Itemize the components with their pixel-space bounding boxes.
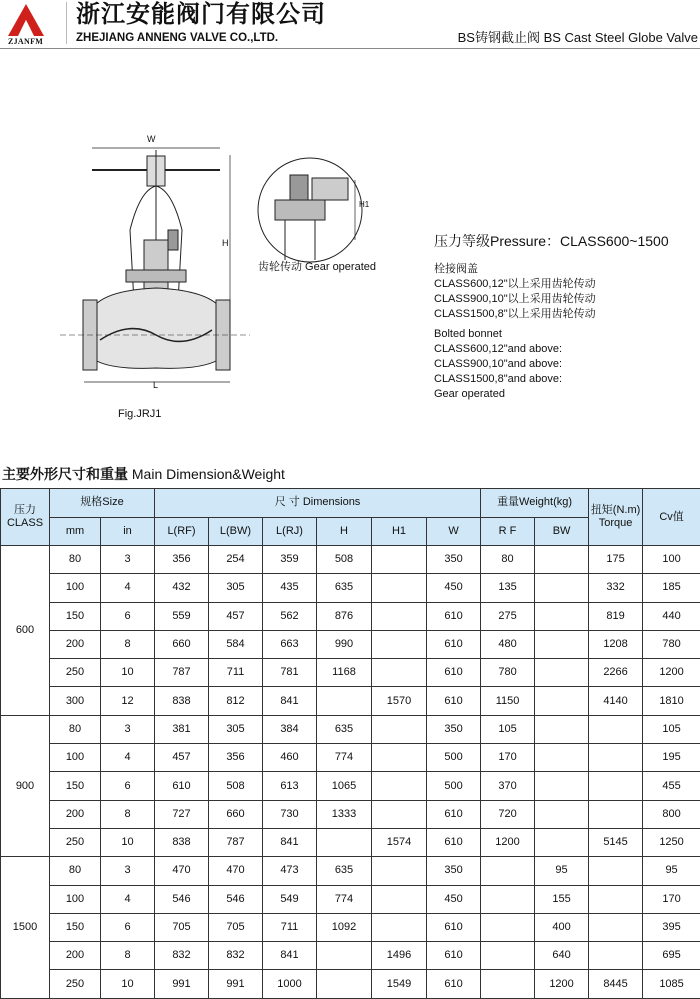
table-cell bbox=[372, 800, 427, 828]
table-cell bbox=[372, 602, 427, 630]
table-cell: 1092 bbox=[317, 913, 372, 941]
subheader-cell: W bbox=[427, 517, 481, 546]
table-cell: 80 bbox=[50, 715, 101, 743]
company-name-cn: 浙江安能阀门有限公司 bbox=[76, 1, 326, 28]
note-line: CLASS600,12"and above: bbox=[434, 342, 562, 357]
class-cell: 900 bbox=[1, 715, 50, 856]
table-cell: 432 bbox=[155, 574, 209, 602]
table-cell bbox=[372, 913, 427, 941]
table-cell: 350 bbox=[427, 546, 481, 574]
subheader-cell: L(RF) bbox=[155, 517, 209, 546]
dim-label-h: H bbox=[222, 238, 229, 248]
table-cell: 660 bbox=[209, 800, 263, 828]
table-cell: 774 bbox=[317, 744, 372, 772]
table-row bbox=[1, 942, 700, 970]
table-cell: 150 bbox=[50, 772, 101, 800]
table-cell: 350 bbox=[427, 857, 481, 885]
table-cell: 95 bbox=[535, 857, 589, 885]
table-cell: 155 bbox=[535, 885, 589, 913]
table-cell: 170 bbox=[481, 744, 535, 772]
table-cell bbox=[372, 857, 427, 885]
table-cell: 450 bbox=[427, 885, 481, 913]
table-cell: 610 bbox=[427, 800, 481, 828]
table-cell bbox=[372, 772, 427, 800]
header-weight: 重量Weight(kg) bbox=[481, 489, 589, 518]
table-cell: 1496 bbox=[372, 942, 427, 970]
table-cell: 10 bbox=[101, 828, 155, 856]
table-cell bbox=[535, 574, 589, 602]
table-cell bbox=[372, 885, 427, 913]
table-cell: 508 bbox=[209, 772, 263, 800]
note-line: CLASS1500,8"and above: bbox=[434, 372, 562, 387]
table-cell: 80 bbox=[50, 546, 101, 574]
table-cell: 990 bbox=[317, 630, 372, 658]
table-cell: 711 bbox=[263, 913, 317, 941]
header-dimensions: 尺 寸 Dimensions bbox=[155, 489, 481, 518]
notes-en bbox=[434, 327, 562, 402]
table-row bbox=[1, 913, 700, 941]
class-cell: 1500 bbox=[1, 857, 50, 998]
table-cell: 1200 bbox=[643, 659, 700, 687]
table-cell bbox=[372, 546, 427, 574]
table-cell bbox=[535, 715, 589, 743]
table-cell bbox=[589, 942, 643, 970]
subheader-cell: BW bbox=[535, 517, 589, 546]
table-cell: 100 bbox=[50, 885, 101, 913]
table-row bbox=[1, 800, 700, 828]
table-cell: 610 bbox=[427, 687, 481, 715]
table-row bbox=[1, 602, 700, 630]
table-cell: 695 bbox=[643, 942, 700, 970]
table-cell: 305 bbox=[209, 715, 263, 743]
table-row bbox=[1, 659, 700, 687]
header-separator bbox=[66, 2, 67, 44]
header-divider bbox=[0, 48, 700, 49]
table-cell: 780 bbox=[643, 630, 700, 658]
section-title-cn: 主要外形尺寸和重量 bbox=[2, 466, 128, 482]
dimension-table bbox=[0, 488, 700, 999]
table-cell: 1574 bbox=[372, 828, 427, 856]
section-title bbox=[2, 466, 285, 483]
table-cell: 150 bbox=[50, 913, 101, 941]
header-class: 压力 CLASS bbox=[1, 489, 50, 546]
note-line: CLASS900,10"以上采用齿轮传动 bbox=[434, 292, 596, 307]
table-cell: 254 bbox=[209, 546, 263, 574]
table-cell bbox=[481, 970, 535, 998]
subheader-cell: mm bbox=[50, 517, 101, 546]
table-cell bbox=[481, 857, 535, 885]
table-cell: 395 bbox=[643, 913, 700, 941]
table-cell bbox=[317, 828, 372, 856]
table-cell: 832 bbox=[155, 942, 209, 970]
table-cell: 1200 bbox=[481, 828, 535, 856]
table-cell: 195 bbox=[643, 744, 700, 772]
subheader-cell: H1 bbox=[372, 517, 427, 546]
header-size: 规格Size bbox=[50, 489, 155, 518]
table-cell: 450 bbox=[427, 574, 481, 602]
table-cell: 440 bbox=[643, 602, 700, 630]
table-cell: 787 bbox=[209, 828, 263, 856]
table-cell bbox=[317, 942, 372, 970]
table-cell bbox=[372, 630, 427, 658]
table-cell: 549 bbox=[263, 885, 317, 913]
table-cell: 841 bbox=[263, 687, 317, 715]
table-cell: 250 bbox=[50, 970, 101, 998]
table-cell: 610 bbox=[427, 659, 481, 687]
table-cell: 200 bbox=[50, 800, 101, 828]
table-cell: 727 bbox=[155, 800, 209, 828]
subheader-cell: in bbox=[101, 517, 155, 546]
table-cell: 457 bbox=[209, 602, 263, 630]
pressure-class: 压力等级Pressure：CLASS600~1500 bbox=[434, 233, 669, 249]
table-cell: 175 bbox=[589, 546, 643, 574]
product-title: BS铸钢截止阀 BS Cast Steel Globe Valve bbox=[458, 30, 698, 45]
table-cell: 5145 bbox=[589, 828, 643, 856]
table-cell: 480 bbox=[481, 630, 535, 658]
table-cell: 711 bbox=[209, 659, 263, 687]
table-cell bbox=[535, 630, 589, 658]
table-cell: 584 bbox=[209, 630, 263, 658]
table-cell: 1250 bbox=[643, 828, 700, 856]
table-cell: 250 bbox=[50, 828, 101, 856]
table-cell: 350 bbox=[427, 715, 481, 743]
table-cell: 1208 bbox=[589, 630, 643, 658]
table-cell: 635 bbox=[317, 857, 372, 885]
table-cell: 1549 bbox=[372, 970, 427, 998]
table-cell: 356 bbox=[155, 546, 209, 574]
table-cell: 381 bbox=[155, 715, 209, 743]
section-title-en: Main Dimension&Weight bbox=[128, 466, 285, 482]
table-row bbox=[1, 970, 700, 998]
table-cell: 610 bbox=[427, 602, 481, 630]
table-cell: 610 bbox=[155, 772, 209, 800]
table-cell: 819 bbox=[589, 602, 643, 630]
table-cell: 1333 bbox=[317, 800, 372, 828]
table-cell bbox=[317, 687, 372, 715]
table-cell: 705 bbox=[209, 913, 263, 941]
table-cell: 780 bbox=[481, 659, 535, 687]
table-cell: 200 bbox=[50, 630, 101, 658]
table-cell: 4 bbox=[101, 744, 155, 772]
table-cell bbox=[589, 772, 643, 800]
table-cell bbox=[535, 800, 589, 828]
table-cell: 3 bbox=[101, 715, 155, 743]
table-cell: 610 bbox=[427, 913, 481, 941]
table-cell: 150 bbox=[50, 602, 101, 630]
table-cell: 4 bbox=[101, 885, 155, 913]
table-row bbox=[1, 630, 700, 658]
table-cell: 774 bbox=[317, 885, 372, 913]
table-cell bbox=[535, 772, 589, 800]
table-cell: 1000 bbox=[263, 970, 317, 998]
table-body bbox=[1, 546, 700, 999]
table-cell: 460 bbox=[263, 744, 317, 772]
table-cell: 356 bbox=[209, 744, 263, 772]
dim-label-h1: H1 bbox=[359, 200, 369, 210]
table-cell: 991 bbox=[209, 970, 263, 998]
class-cell: 600 bbox=[1, 546, 50, 716]
header-torque: 扭矩(N.m) Torque bbox=[589, 489, 643, 546]
table-cell: 185 bbox=[643, 574, 700, 602]
table-cell: 100 bbox=[50, 744, 101, 772]
table-row bbox=[1, 744, 700, 772]
table-cell: 359 bbox=[263, 546, 317, 574]
notes-cn bbox=[434, 262, 596, 322]
table-row bbox=[1, 715, 700, 743]
table-cell bbox=[481, 942, 535, 970]
table-cell: 1200 bbox=[535, 970, 589, 998]
table-cell: 500 bbox=[427, 772, 481, 800]
table-cell: 546 bbox=[155, 885, 209, 913]
table-cell: 720 bbox=[481, 800, 535, 828]
table-cell: 610 bbox=[427, 828, 481, 856]
table-cell bbox=[589, 913, 643, 941]
table-cell: 832 bbox=[209, 942, 263, 970]
table-cell: 841 bbox=[263, 942, 317, 970]
table-cell: 991 bbox=[155, 970, 209, 998]
table-cell: 470 bbox=[155, 857, 209, 885]
table-cell: 8 bbox=[101, 800, 155, 828]
table-cell: 473 bbox=[263, 857, 317, 885]
table-cell bbox=[535, 687, 589, 715]
table-cell: 1150 bbox=[481, 687, 535, 715]
note-line: 栓接阀盖 bbox=[434, 262, 596, 277]
table-cell: 10 bbox=[101, 970, 155, 998]
note-line: CLASS600,12"以上采用齿轮传动 bbox=[434, 277, 596, 292]
table-cell: 562 bbox=[263, 602, 317, 630]
logo-text: ZJANFM bbox=[8, 37, 43, 46]
table-cell: 1085 bbox=[643, 970, 700, 998]
table-cell bbox=[589, 715, 643, 743]
table-cell: 8 bbox=[101, 630, 155, 658]
subheader-cell: H bbox=[317, 517, 372, 546]
table-cell bbox=[535, 744, 589, 772]
table-cell: 730 bbox=[263, 800, 317, 828]
table-cell: 435 bbox=[263, 574, 317, 602]
table-cell: 370 bbox=[481, 772, 535, 800]
table-cell: 275 bbox=[481, 602, 535, 630]
table-row bbox=[1, 546, 700, 574]
note-line: Bolted bonnet bbox=[434, 327, 562, 342]
table-row bbox=[1, 885, 700, 913]
subheader-cell: L(BW) bbox=[209, 517, 263, 546]
table-row bbox=[1, 828, 700, 856]
table-cell: 635 bbox=[317, 715, 372, 743]
table-cell: 500 bbox=[427, 744, 481, 772]
table-cell: 838 bbox=[155, 687, 209, 715]
table-cell: 841 bbox=[263, 828, 317, 856]
table-cell: 2266 bbox=[589, 659, 643, 687]
table-cell: 95 bbox=[643, 857, 700, 885]
table-cell: 455 bbox=[643, 772, 700, 800]
table-cell: 200 bbox=[50, 942, 101, 970]
table-cell: 300 bbox=[50, 687, 101, 715]
table-cell: 400 bbox=[535, 913, 589, 941]
table-cell: 660 bbox=[155, 630, 209, 658]
table-cell bbox=[535, 659, 589, 687]
table-cell: 640 bbox=[535, 942, 589, 970]
table-cell: 12 bbox=[101, 687, 155, 715]
table-cell: 305 bbox=[209, 574, 263, 602]
table-cell bbox=[535, 546, 589, 574]
table-cell: 135 bbox=[481, 574, 535, 602]
table-cell: 800 bbox=[643, 800, 700, 828]
subheader-cell: L(RJ) bbox=[263, 517, 317, 546]
table-cell bbox=[481, 913, 535, 941]
table-cell: 470 bbox=[209, 857, 263, 885]
table-cell: 705 bbox=[155, 913, 209, 941]
table-cell: 546 bbox=[209, 885, 263, 913]
subheader-cell: R F bbox=[481, 517, 535, 546]
table-cell: 80 bbox=[481, 546, 535, 574]
table-cell: 3 bbox=[101, 546, 155, 574]
table-cell: 559 bbox=[155, 602, 209, 630]
table-cell: 1065 bbox=[317, 772, 372, 800]
table-cell bbox=[589, 744, 643, 772]
table-cell: 105 bbox=[643, 715, 700, 743]
table-cell: 80 bbox=[50, 857, 101, 885]
table-cell: 3 bbox=[101, 857, 155, 885]
table-cell: 663 bbox=[263, 630, 317, 658]
dim-label-l: L bbox=[153, 380, 158, 390]
table-cell: 8 bbox=[101, 942, 155, 970]
company-name-en: ZHEJIANG ANNENG VALVE CO.,LTD. bbox=[76, 32, 278, 45]
note-line: Gear operated bbox=[434, 387, 562, 402]
table-cell: 4 bbox=[101, 574, 155, 602]
table-cell: 1810 bbox=[643, 687, 700, 715]
gear-caption: 齿轮传动 Gear operated bbox=[258, 261, 376, 274]
table-cell: 8445 bbox=[589, 970, 643, 998]
dim-label-w: W bbox=[147, 134, 156, 144]
table-cell bbox=[481, 885, 535, 913]
table-row bbox=[1, 574, 700, 602]
table-cell: 6 bbox=[101, 913, 155, 941]
header-cv: Cv值 bbox=[643, 489, 700, 546]
table-cell bbox=[535, 828, 589, 856]
table-cell: 6 bbox=[101, 602, 155, 630]
table-cell: 1570 bbox=[372, 687, 427, 715]
table-cell bbox=[372, 744, 427, 772]
note-line: CLASS900,10"and above: bbox=[434, 357, 562, 372]
table-cell bbox=[589, 800, 643, 828]
table-cell: 876 bbox=[317, 602, 372, 630]
table-row bbox=[1, 857, 700, 885]
table-cell bbox=[372, 574, 427, 602]
table-cell: 10 bbox=[101, 659, 155, 687]
table-cell: 170 bbox=[643, 885, 700, 913]
table-cell: 787 bbox=[155, 659, 209, 687]
table-cell: 4140 bbox=[589, 687, 643, 715]
table-cell: 610 bbox=[427, 942, 481, 970]
table-cell: 105 bbox=[481, 715, 535, 743]
figure-caption: Fig.JRJ1 bbox=[118, 408, 161, 421]
table-cell: 838 bbox=[155, 828, 209, 856]
table-cell bbox=[372, 715, 427, 743]
table-cell: 6 bbox=[101, 772, 155, 800]
table-cell: 635 bbox=[317, 574, 372, 602]
table-row bbox=[1, 687, 700, 715]
table-cell: 250 bbox=[50, 659, 101, 687]
table-cell: 100 bbox=[50, 574, 101, 602]
table-cell: 781 bbox=[263, 659, 317, 687]
note-line: CLASS1500,8"以上采用齿轮传动 bbox=[434, 307, 596, 322]
table-row bbox=[1, 772, 700, 800]
table-cell: 812 bbox=[209, 687, 263, 715]
table-cell: 610 bbox=[427, 970, 481, 998]
table-cell bbox=[589, 885, 643, 913]
table-cell: 100 bbox=[643, 546, 700, 574]
table-cell bbox=[535, 602, 589, 630]
table-cell: 384 bbox=[263, 715, 317, 743]
table-cell bbox=[317, 970, 372, 998]
table-cell: 613 bbox=[263, 772, 317, 800]
table-cell bbox=[589, 857, 643, 885]
table-cell: 457 bbox=[155, 744, 209, 772]
table-cell: 332 bbox=[589, 574, 643, 602]
table-cell bbox=[372, 659, 427, 687]
table-cell: 1168 bbox=[317, 659, 372, 687]
table-cell: 610 bbox=[427, 630, 481, 658]
table-cell: 508 bbox=[317, 546, 372, 574]
